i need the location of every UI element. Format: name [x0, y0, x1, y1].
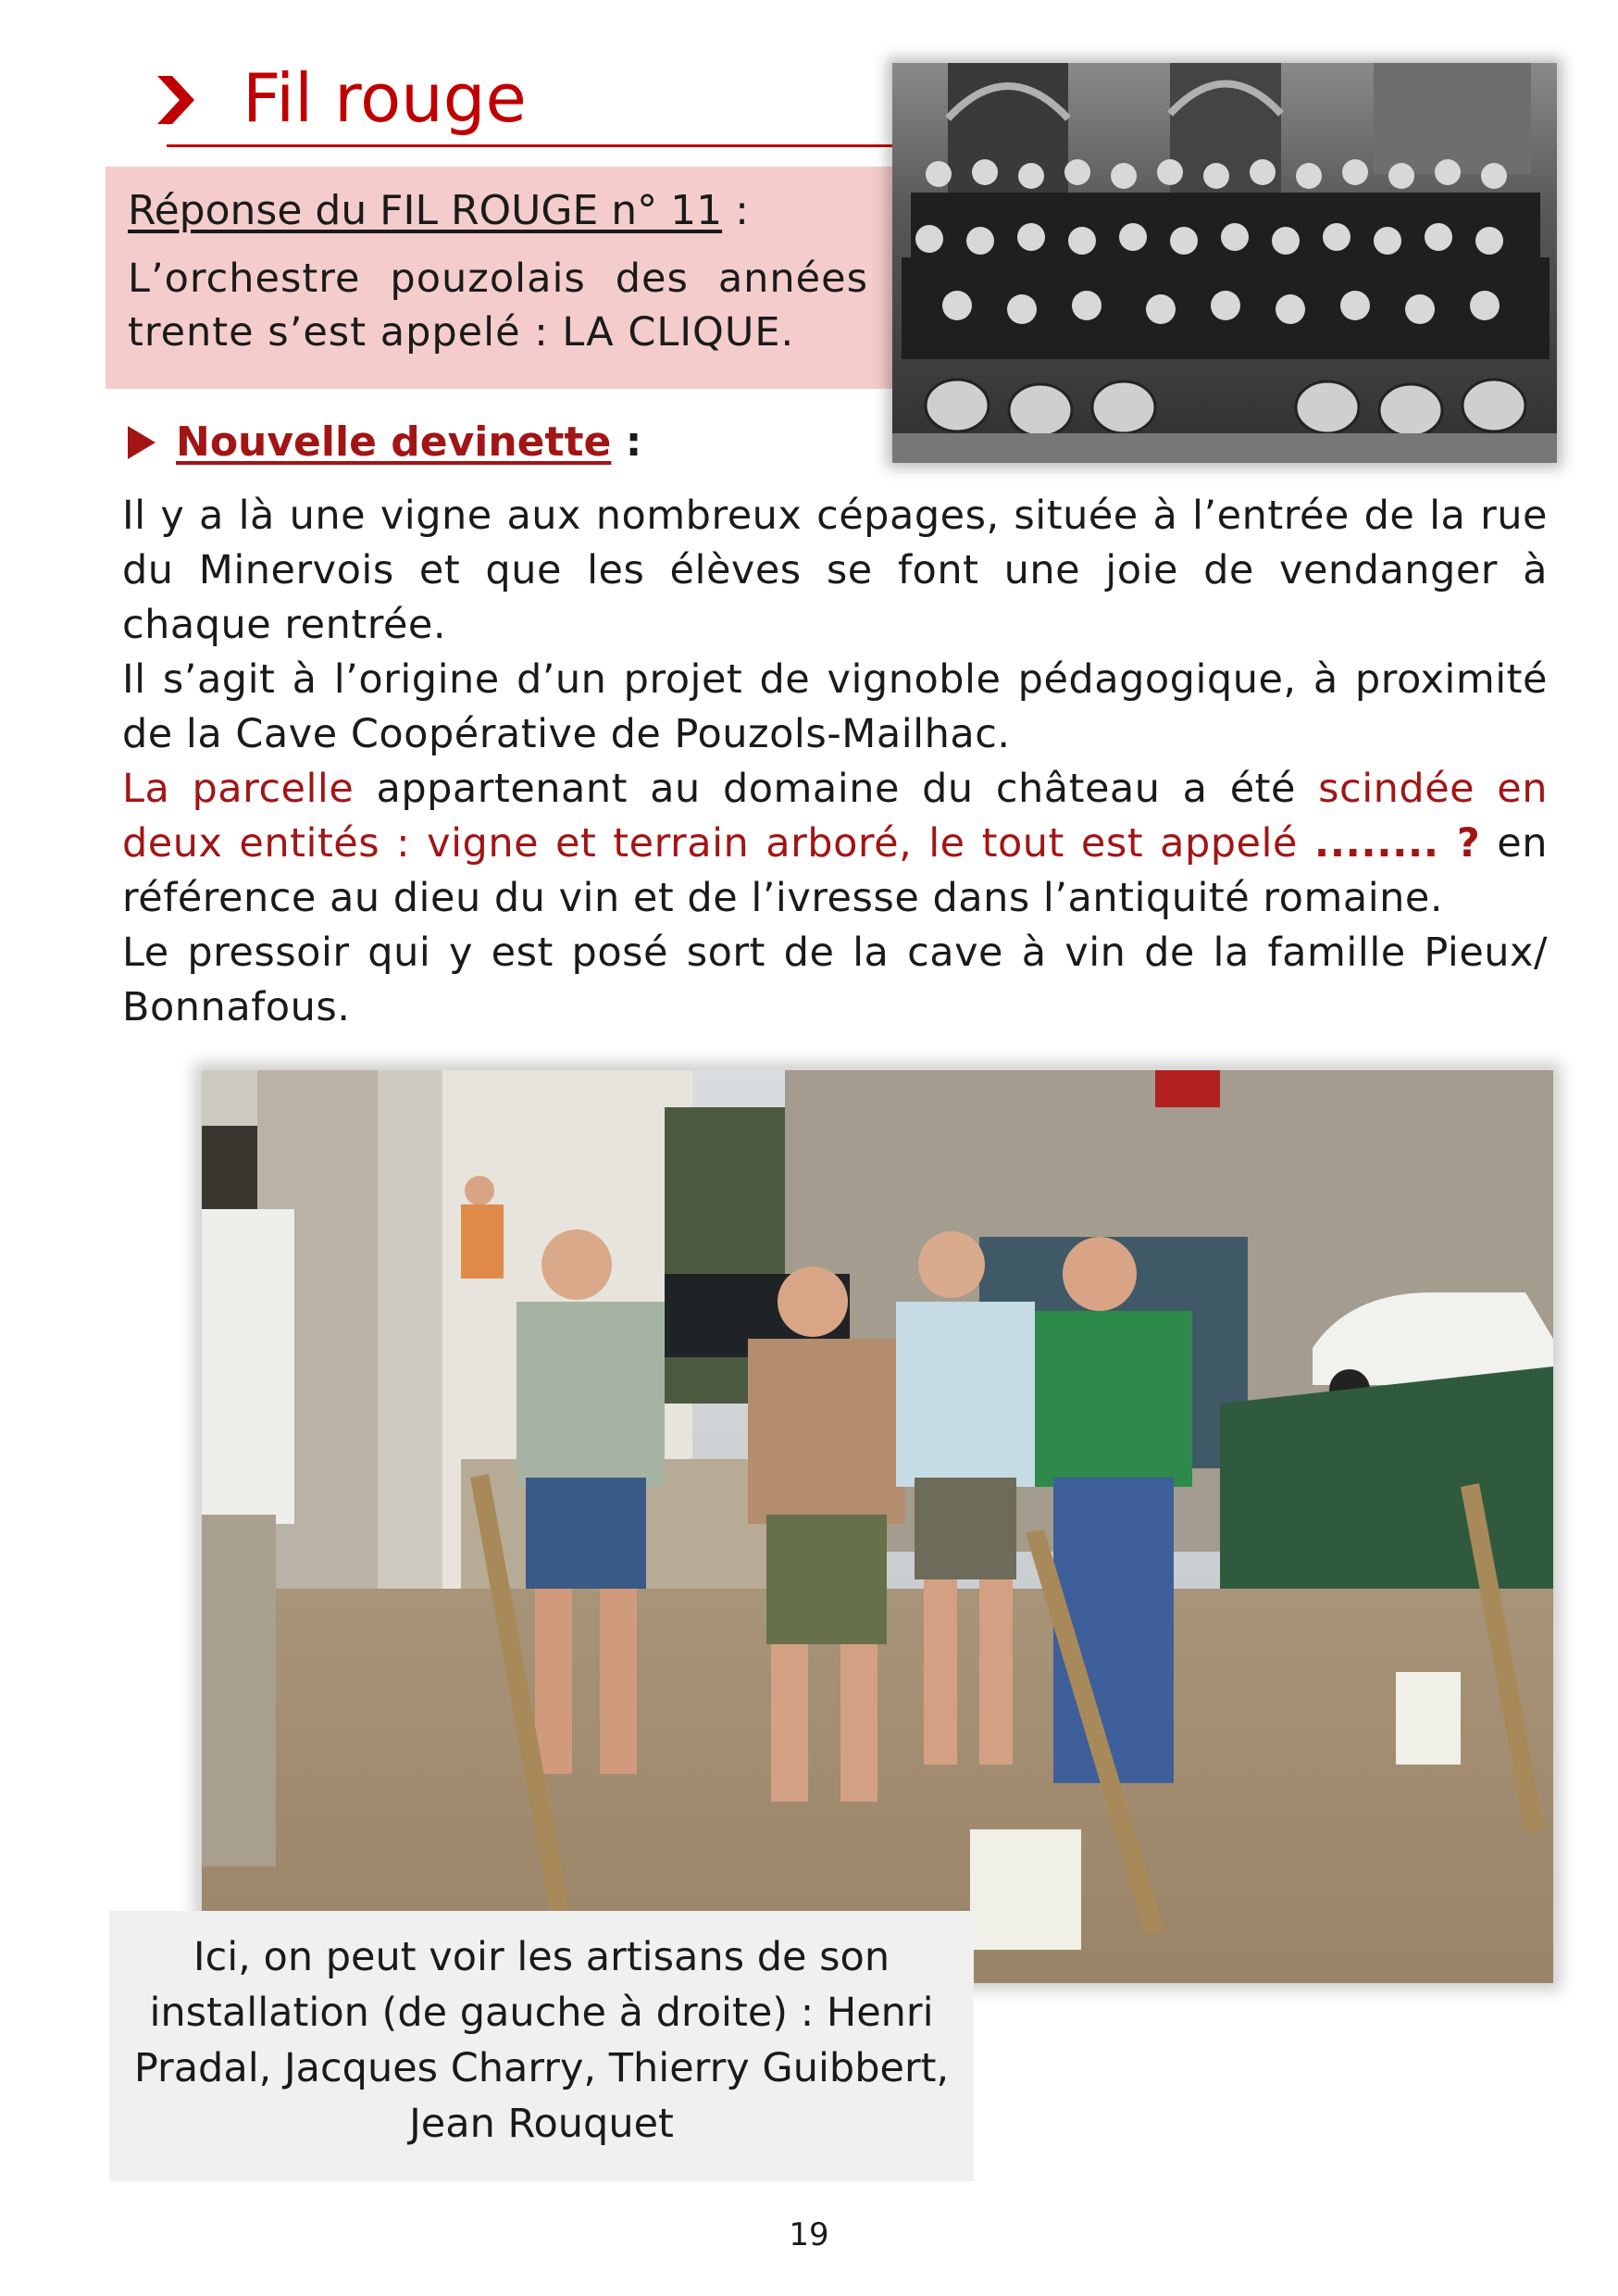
- answer-heading-text: Réponse du FIL ROUGE n° 11: [128, 187, 723, 234]
- title-underline: [167, 144, 898, 147]
- orchestra-photo-image: [892, 63, 1557, 463]
- answer-heading: [128, 183, 749, 239]
- photo-caption: Ici, on peut voir les artisans de son installation (de gauche à droite) : Henri Pradal, Jacques Charry, Thierry Guibbert, Jean Rouquet: [133, 1934, 950, 2147]
- riddle-text-mid: appartenant au domaine du château a été: [354, 766, 1319, 812]
- riddle-paragraph-4: Le pressoir qui y est posé sort de la cave à vin de la famille Pieux/ Bonnafous.: [122, 930, 1548, 1030]
- riddle-heading: [176, 415, 641, 470]
- riddle-paragraph-3: [122, 762, 1548, 926]
- page-title: Fil rouge: [243, 59, 527, 137]
- riddle-blank: ........ ?: [1313, 820, 1481, 867]
- orchestra-photo: [892, 63, 1557, 463]
- answer-heading-suffix: :: [722, 187, 749, 234]
- riddle-paragraph-1: Il y a là une vigne aux nombreux cépages, située à l’entrée de la rue du Minervois et que les élèves se font une joie de vendanger à chaque rentrée.: [122, 493, 1548, 648]
- riddle-highlight-2: scindée en deux entités : vigne et terrain arboré, le tout est appelé: [122, 766, 1548, 867]
- vineyard-photo-image: [202, 1070, 1553, 1983]
- page-number: 19: [789, 2216, 829, 2253]
- riddle-paragraph-2: Il s’agit à l’origine d’un projet de vignoble pédagogique, à proximité de la Cave Coopérative de Pouzols-Mailhac.: [122, 656, 1548, 757]
- answer-text: L’orchestre pouzolais des années trente s’est appelé : LA CLIQUE.: [128, 256, 868, 356]
- triangle-right-icon: [126, 424, 157, 461]
- chevron-right-icon: [154, 72, 198, 128]
- riddle-heading-text: Nouvelle devinette: [176, 418, 612, 466]
- vineyard-photo: [202, 1070, 1553, 1983]
- riddle-highlight-1: La parcelle: [122, 766, 355, 812]
- riddle-text-end: en référence au dieu du vin et de l’ivresse dans l’antiquité romaine.: [122, 820, 1549, 921]
- riddle-heading-suffix: :: [611, 418, 642, 466]
- riddle-body: [122, 489, 1548, 1035]
